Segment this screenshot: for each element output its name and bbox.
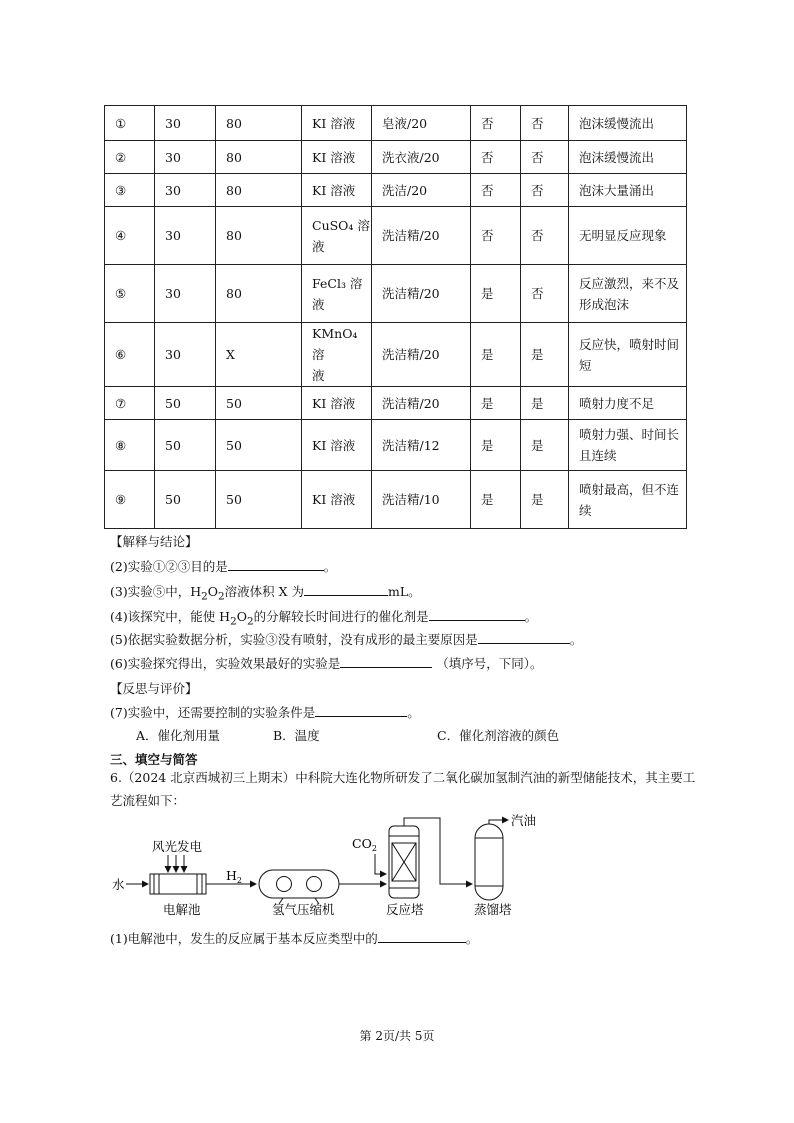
phenomenon: 反应快，喷射时间 [579,336,680,352]
section-3-heading: 三、填空与简答 [110,752,198,767]
h2o2-volume: 80 [226,149,242,165]
option-b[interactable]: B．温度 [273,728,320,743]
question-2: (2)实验①②③目的是 。 [110,559,337,574]
h2o2-volume-cell [216,174,302,207]
water-label: 水 [112,877,125,892]
cell-c1-cell [471,387,521,420]
phenomenon-cell [569,174,687,207]
catalyst: KI 溶液 [312,437,356,453]
h2o2-volume-cell [216,471,302,529]
exp-no: ① [115,115,127,131]
exp-no: ③ [115,182,127,198]
detergent: 洗洁/20 [382,182,428,198]
cell-c2: 是 [531,347,544,362]
co2-arrow [375,854,386,874]
exp-no-cell [105,174,155,207]
cell-c2-cell [521,207,569,265]
cell-c2: 否 [531,182,544,198]
option-a[interactable]: A．催化剂用量 [136,728,221,743]
h2o2-conc-cell [155,207,216,265]
detergent: 洗洁精/20 [382,286,440,301]
question-3: (3)实验⑤中，$H_2O_2$溶液体积 X 为 mL。 [110,584,421,603]
gasoline-label: 汽油 [511,813,537,828]
cell-c2: 否 [531,115,544,131]
catalyst-cell [302,174,372,207]
power-arrows [168,855,184,872]
catalyst: KI 溶液 [312,149,356,165]
h2o2-volume-cell [216,420,302,471]
cell-c1: 是 [481,286,494,301]
detergent-cell [372,141,471,174]
cell-c1: 否 [481,115,494,131]
question-6-stem-line2: 艺流程如下： [110,793,186,808]
detergent-cell [372,174,471,207]
detergent-cell [372,207,471,265]
cell-c2-cell [521,106,569,141]
answer-blank[interactable] [378,930,466,943]
detergent-cell [372,471,471,529]
exp-no-cell [105,471,155,529]
option-c[interactable]: C．催化剂溶液的颜色 [437,728,560,743]
catalyst-cell [302,323,372,387]
h2o2-conc: 30 [165,228,181,243]
catalyst: KI 溶液 [312,182,356,198]
question-6: (6)实验探究得出，实验效果最好的实验是 （填序号，下同）。 [110,656,543,671]
h2o2-volume: 80 [226,115,242,131]
cell-c1-cell [471,141,521,174]
table-row [105,323,687,387]
compressor-label: 氢气压缩机 [272,902,335,917]
detergent-cell [372,387,471,420]
h2o2-volume-cell [216,323,302,387]
h2o2-conc-cell [155,471,216,529]
table-row [105,106,687,141]
cell-c2: 是 [531,492,544,507]
detergent-cell [372,106,471,141]
detergent: 皂液/20 [382,115,428,131]
cell-c2: 否 [531,228,544,243]
cell-c2-cell [521,265,569,323]
cell-c2-cell [521,174,569,207]
cell-c2: 是 [531,437,544,453]
phenomenon-cell [569,141,687,174]
cell-c1: 是 [481,437,494,453]
h2o2-conc: 30 [165,347,181,362]
question-1: (1)电解池中，发生的反应属于基本反应类型中的 。 [110,931,479,946]
phenomenon: 喷射最高，但不连 [579,481,680,497]
question-7: (7)实验中，还需要控制的实验条件是 。 [110,705,420,720]
cell-c1: 是 [481,395,494,411]
phenomenon-cell [569,471,687,529]
cell-c1-cell [471,174,521,207]
cell-c2-cell [521,420,569,471]
table-row [105,387,687,420]
question-4: (4)该探究中，能使 $H_2O_2$的分解较长时间进行的催化剂是 。 [110,609,538,628]
detergent-cell [372,420,471,471]
phenomenon: 泡沫大量涌出 [579,182,655,198]
cell-c2-cell [521,323,569,387]
exp-no: ⑧ [115,437,127,453]
h2o2-conc-cell [155,387,216,420]
cell-c1: 否 [481,228,494,243]
table-row [105,141,687,174]
h2o2-volume: 50 [226,395,242,411]
h2o2-conc: 30 [165,286,181,301]
phenomenon: 泡沫缓慢流出 [579,115,655,131]
exp-no-cell [105,207,155,265]
h2o2-conc: 50 [165,492,181,507]
question-5: (5)依据实验数据分析，实验③没有喷射，没有成形的最主要原因是 。 [110,632,583,647]
table-row [105,207,687,265]
cell-c2-cell [521,141,569,174]
exp-no: ⑦ [115,395,127,411]
cell-c1-cell [471,323,521,387]
answer-blank[interactable] [340,655,432,668]
detergent: 洗洁精/12 [382,437,440,453]
electrolyzer-label: 电解池 [163,902,201,917]
cell-c1: 否 [481,149,494,165]
h2o2-volume-cell [216,141,302,174]
h2o2-conc-cell [155,420,216,471]
cell-c1: 否 [481,182,494,198]
phenomenon-cell [569,420,687,471]
reactor-label: 反应塔 [386,902,424,917]
catalyst: KI 溶液 [312,492,356,507]
h2o2-conc-cell [155,174,216,207]
exp-no: ⑨ [115,492,127,507]
reactor-tower-icon [389,826,419,898]
catalyst: CuSO₄ 溶 [312,217,370,233]
h2o2-conc-cell [155,323,216,387]
h2o2-volume: X [226,347,235,362]
answer-blank[interactable] [478,631,570,644]
cell-c2: 是 [531,395,544,411]
h2o2-conc: 50 [165,437,181,453]
table-row [105,174,687,207]
catalyst-cell [302,141,372,174]
phenomenon-cell [569,207,687,265]
detergent: 洗洁精/20 [382,228,440,243]
exp-no: ② [115,149,127,165]
cell-c2-cell [521,471,569,529]
phenomenon: 反应激烈，来不及 [579,275,680,291]
cell-c1-cell [471,106,521,141]
cell-c1: 是 [481,492,494,507]
catalyst: KI 溶液 [312,115,356,131]
exp-no: ⑥ [115,347,127,362]
answer-blank[interactable] [429,608,525,621]
h2o2-conc: 30 [165,149,181,165]
phenomenon: 喷射力强、时间长 [579,427,680,442]
h2o2-volume: 50 [226,492,242,507]
catalyst: KI 溶液 [312,395,356,411]
distillation-label: 蒸馏塔 [474,902,512,917]
catalyst-line2: 液 [312,368,325,383]
detergent-cell [372,323,471,387]
catalyst: KMnO₄ 溶 [312,326,358,362]
phenomenon: 泡沫缓慢流出 [579,149,655,165]
h2o2-conc-cell [155,141,216,174]
exp-no-cell [105,141,155,174]
cell-c2: 否 [531,149,544,165]
co2-label: $CO_2$ [352,836,377,853]
table-row [105,420,687,471]
h2o2-volume: 80 [226,228,242,243]
phenomenon-line2: 且连续 [579,448,617,463]
experiment-table [104,105,687,529]
electrolyzer-icon [150,874,206,894]
cell-c1-cell [471,471,521,529]
process-flow-diagram [0,808,794,938]
h2o2-conc: 30 [165,115,181,131]
section-explain: 【解释与结论】 [110,534,198,549]
cell-c1: 是 [481,347,494,362]
detergent: 洗洁精/20 [382,395,440,411]
section-reflect: 【反思与评价】 [110,681,198,696]
exp-no-cell [105,420,155,471]
exp-no: ④ [115,228,127,243]
h2-label: $H_2$ [226,868,242,885]
page-footer: 第 2页/共 5页 [359,1029,435,1043]
h2o2-volume-cell [216,387,302,420]
h2o2-volume: 50 [226,437,242,453]
h2o2-conc: 50 [165,395,181,411]
catalyst-line2: 液 [312,238,325,254]
wind-solar-label: 风光发电 [152,839,203,854]
exp-no: ⑤ [115,286,127,301]
h2o2-conc: 30 [165,182,181,198]
phenomenon-line2: 短 [579,357,592,373]
phenomenon-line2: 形成泡沫 [579,296,630,312]
h2o2-volume-cell [216,106,302,141]
phenomenon-cell [569,323,687,387]
table-row [105,471,687,529]
phenomenon: 喷射力度不足 [579,395,655,411]
h2o2-volume: 80 [226,182,242,198]
detergent: 洗洁精/20 [382,347,440,362]
h2o2-volume: 80 [226,286,242,301]
catalyst-cell [302,420,372,471]
question-6-stem-line1: 6.（2024 北京西城初三上期末）中科院大连化物所研发了二氧化碳加氢制汽油的新型储能技术，其主要工 [110,770,696,785]
catalyst-cell [302,207,372,265]
distillation-tower-icon [475,824,503,900]
phenomenon: 无明显反应现象 [579,228,667,243]
catalyst-cell [302,387,372,420]
catalyst: FeCl₃ 溶液 [312,275,363,312]
detergent-cell [372,265,471,323]
hydrogen-compressor-icon [259,870,339,904]
cell-c1-cell [471,207,521,265]
cell-c2: 否 [531,286,544,301]
h2o2-volume-cell [216,265,302,323]
gasoline-arrow [489,820,508,824]
detergent: 洗衣液/20 [382,149,440,165]
phenomenon-cell [569,265,687,323]
exp-no-cell [105,387,155,420]
cell-c2-cell [521,387,569,420]
phenomenon-cell [569,387,687,420]
exp-no-cell [105,106,155,141]
answer-blank[interactable] [304,583,388,596]
phenomenon-line2: 续 [579,502,592,518]
catalyst-cell [302,106,372,141]
catalyst-cell [302,471,372,529]
phenomenon-cell [569,106,687,141]
answer-blank[interactable] [228,558,324,571]
table-row [105,265,687,323]
h2o2-conc-cell [155,265,216,323]
exp-no-cell [105,323,155,387]
h2o2-conc-cell [155,106,216,141]
exp-no-cell [105,265,155,323]
cell-c1-cell [471,265,521,323]
h2o2-volume-cell [216,207,302,265]
catalyst-cell [302,265,372,323]
cell-c1-cell [471,420,521,471]
answer-blank[interactable] [315,704,407,717]
detergent: 洗洁精/10 [382,492,440,507]
